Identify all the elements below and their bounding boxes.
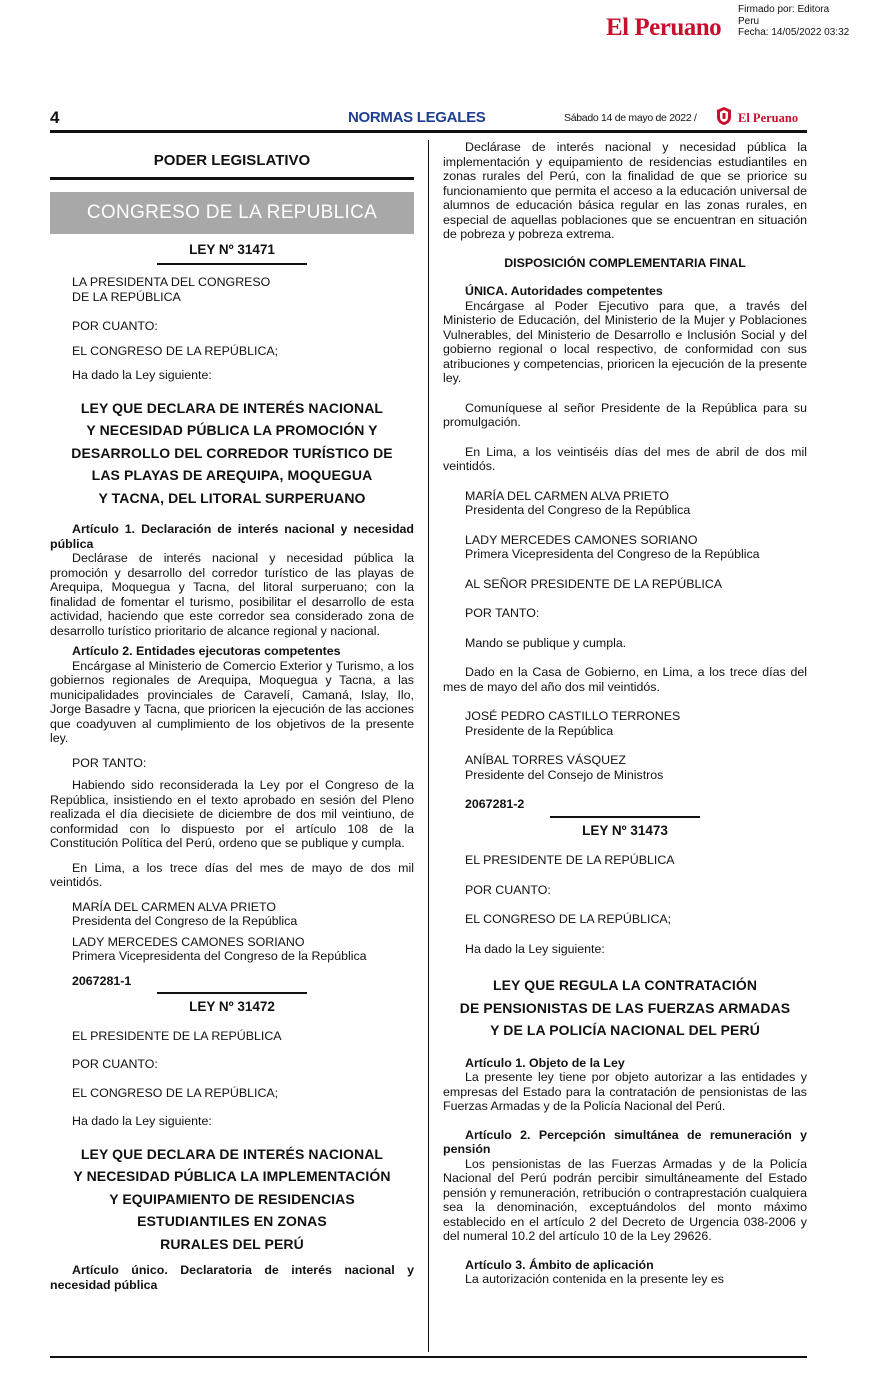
header-rule	[50, 130, 807, 133]
enact-line: Ha dado la Ley siguiente:	[465, 941, 605, 956]
article-text: Declárase de interés nacional y necesidad pública la implementación y equipamiento de residencias estudiantiles en zonas rurales del Perú, con la finalidad de que se priorice su funcionamiento que permita el acceso a la educación universal de alumnos de educación básica regular en las zonas rurales, en especial de aquellas poblaciones que se encuentran en situación de pobreza y pobreza extrema.	[443, 140, 807, 241]
article-heading: ÚNICA. Autoridades competentes	[465, 284, 663, 298]
reconsideration-text: Habiendo sido reconsiderada la Ley por el Congreso de la República, insistiendo en el texto aprobado en sesión del Pleno realizada el día diecisiete de diciembre de dos mil veintiuno, de conformidad con lo dispuesto por el artículo 108 de la Constitución Política del Perú, ordeno que se publique y cumpla.	[50, 778, 414, 850]
issuer-line: EL PRESIDENTE DE LA REPÚBLICA	[72, 1028, 282, 1043]
signatory-name: MARÍA DEL CARMEN ALVA PRIETO	[72, 899, 277, 914]
law-title	[50, 397, 414, 510]
por-cuanto: POR CUANTO:	[72, 1057, 158, 1071]
law-title-line: DESARROLLO DEL CORREDOR TURÍSTICO DE	[71, 444, 393, 461]
signatory-name: JOSÉ PEDRO CASTILLO TERRONES	[465, 709, 681, 723]
el-peruano-logo: El Peruano	[606, 14, 722, 41]
article-text: Encárgase al Ministerio de Comercio Exterior y Turismo, a los gobiernos regionales de Arequipa, Moquegua y Tacna, a las municipalidades provinciales de Caravelí, Camaná, Islay, Ilo, Jorge Basadre y Tacna, que prioricen la ejecución de las acciones que coadyuven al cumplimiento de los objetivos de la presente ley.	[50, 658, 414, 745]
enact-line: Ha dado la Ley siguiente:	[72, 1114, 212, 1128]
law-title-line: Y NECESIDAD PÚBLICA LA PROMOCIÓN Y	[86, 422, 378, 438]
law-title-line: Y NECESIDAD PÚBLICA LA IMPLEMENTACIÓN	[73, 1168, 391, 1184]
law-number: LEY Nº 31473	[582, 822, 668, 838]
por-tanto: POR TANTO:	[465, 606, 540, 620]
signatory-role: Primera Vicepresidenta del Congreso de la República	[465, 547, 760, 561]
document-code: 2067281-2	[465, 797, 525, 811]
column-divider	[428, 140, 429, 1352]
article-heading: Artículo único. Declaratoria de interés nacional y necesidad pública	[50, 1263, 414, 1292]
provision-heading: DISPOSICIÓN COMPLEMENTARIA FINAL	[504, 255, 746, 270]
article-text: Declárase de interés nacional y necesidad pública la promoción y desarrollo del corredor turístico de las playas de Arequipa, Moquegua y Tacna, del litoral surperuano; con la finalidad de fomentar el turismo, posibilitar el desarrollo de esta actividad, haciendo que este corredor sea considerado zona de desarrollo turístico prioritario de alcance regional y nacional.	[50, 551, 414, 638]
footer-rule	[50, 1356, 807, 1358]
document-code: 2067281-1	[72, 973, 132, 988]
right-column	[443, 140, 807, 1287]
law-title-line: LAS PLAYAS DE AREQUIPA, MOQUEGUA	[91, 467, 373, 483]
law-title-line: ESTUDIANTILES EN ZONAS	[137, 1213, 327, 1229]
enact-line: Ha dado la Ley siguiente:	[72, 368, 212, 382]
issuer-line: DE LA REPÚBLICA	[72, 289, 181, 304]
section-rule	[157, 992, 307, 994]
signatory-role: Presidente del Consejo de Ministros	[465, 767, 664, 782]
section-rule	[550, 816, 700, 818]
por-cuanto: POR CUANTO:	[72, 319, 158, 333]
signature-line: Peru	[738, 15, 760, 27]
article-text: La autorización contenida en la presente ley es	[465, 1272, 724, 1286]
law-title-line: Y TACNA, DEL LITORAL SURPERUANO	[98, 489, 366, 506]
addressee-line: AL SEÑOR PRESIDENTE DE LA REPÚBLICA	[465, 576, 723, 591]
page-number: 4	[50, 108, 60, 127]
issuer-line: LA PRESIDENTA DEL CONGRESO	[72, 275, 271, 289]
issuer-line: EL PRESIDENTE DE LA REPÚBLICA	[465, 853, 675, 867]
digital-signature-stamp	[738, 4, 849, 39]
law-number: LEY Nº 31472	[189, 999, 275, 1014]
congress-line: EL CONGRESO DE LA REPÚBLICA;	[72, 1085, 279, 1100]
law-title-line: Y DE LA POLICÍA NACIONAL DEL PERÚ	[490, 1022, 760, 1038]
section-title: NORMAS LEGALES	[348, 109, 486, 126]
left-column	[50, 148, 414, 1292]
brand-name: El Peruano	[738, 111, 799, 125]
place-date: En Lima, a los veintiséis días del mes de abril de dos mil veintidós.	[443, 444, 807, 473]
signature-line: Firmado por: Editora	[738, 4, 830, 15]
signatory-role: Presidente de la República	[465, 723, 614, 738]
signatory-name: MARÍA DEL CARMEN ALVA PRIETO	[465, 488, 670, 503]
mandate-text: Mando se publique y cumpla.	[465, 635, 627, 650]
coat-of-arms-icon	[714, 106, 734, 126]
law-title-line: LEY QUE DECLARA DE INTERÉS NACIONAL	[80, 1145, 384, 1162]
por-tanto: POR TANTO:	[72, 755, 147, 770]
congress-line: EL CONGRESO DE LA REPÚBLICA;	[465, 912, 672, 926]
congress-line: EL CONGRESO DE LA REPÚBLICA;	[72, 343, 279, 358]
page-header	[50, 108, 807, 130]
publication-date: Sábado 14 de mayo de 2022 /	[564, 112, 697, 124]
signature-line: Fecha: 14/05/2022 03:32	[738, 27, 850, 38]
article-heading: Artículo 2. Percepción simultánea de remuneración y pensión	[443, 1127, 807, 1156]
law-title-line: Y EQUIPAMIENTO DE RESIDENCIAS	[109, 1190, 355, 1207]
law-title-line: DE PENSIONISTAS DE LAS FUERZAS ARMADAS	[459, 999, 791, 1016]
signatory-name: ANÍBAL TORRES VÁSQUEZ	[465, 753, 626, 767]
law-title	[50, 1143, 414, 1256]
congress-band: CONGRESO DE LA REPUBLICA	[50, 192, 414, 234]
place-date: En Lima, a los trece días del mes de mayo de dos mil veintidós.	[50, 860, 414, 889]
branch-heading: PODER LEGISLATIVO	[153, 152, 311, 169]
article-text: Los pensionistas de las Fuerzas Armadas y de la Policía Nacional del Perú podrán percibir simultáneamente del Estado pensión y remuneración, retribución o contraprestación cualquiera sea la denominación, exceptuándolos del monto máximo establecido en el artículo 2 del Decreto de Urgencia 038-2006 y del numeral 10.2 del artículo 10 de la Ley 29626.	[443, 1156, 807, 1243]
signatory-role: Presidenta del Congreso de la República	[465, 503, 691, 517]
article-heading: Artículo 1. Declaración de interés nacional y necesidad pública	[50, 522, 414, 551]
signatory-role: Presidenta del Congreso de la República	[72, 914, 298, 928]
law-title	[443, 974, 807, 1042]
article-heading: Artículo 2. Entidades ejecutoras competentes	[72, 644, 341, 658]
article-heading: Artículo 3. Ámbito de aplicación	[465, 1257, 654, 1272]
article-text: Encárgase al Poder Ejecutivo para que, a través del Ministerio de Educación, del Ministerio de la Mujer y Poblaciones Vulnerables, del Ministerio de Desarrollo e Inclusión Social y del gobierno regional o local respectivo, de conformidad con sus atribuciones y competencias, prioricen la ejecución de la presente ley.	[443, 298, 807, 385]
law-title-line: RURALES DEL PERÚ	[160, 1235, 304, 1252]
signatory-name: LADY MERCEDES CAMONES SORIANO	[72, 934, 305, 949]
law-number-rule	[157, 263, 307, 265]
communication-text: Comuníquese al señor Presidente de la República para su promulgación.	[443, 400, 807, 429]
law-title-line: LEY QUE DECLARA DE INTERÉS NACIONAL	[80, 399, 384, 416]
law-number: LEY Nº 31471	[189, 241, 275, 257]
law-title-line: LEY QUE REGULA LA CONTRATACIÓN	[492, 977, 758, 993]
article-text: La presente ley tiene por objeto autorizar a las entidades y empresas del Estado para la contratación de pensionistas de las Fuerzas Armadas y de la Policía Nacional del Perú.	[443, 1070, 807, 1113]
signatory-name: LADY MERCEDES CAMONES SORIANO	[465, 532, 698, 547]
signatory-role: Primera Vicepresidenta del Congreso de la República	[72, 949, 367, 963]
place-date: Dado en la Casa de Gobierno, en Lima, a los trece días del mes de mayo del año dos mil veintidós.	[443, 665, 807, 694]
branch-rule	[50, 177, 414, 180]
por-cuanto: POR CUANTO:	[465, 882, 551, 897]
article-heading: Artículo 1. Objeto de la Ley	[465, 1055, 625, 1070]
